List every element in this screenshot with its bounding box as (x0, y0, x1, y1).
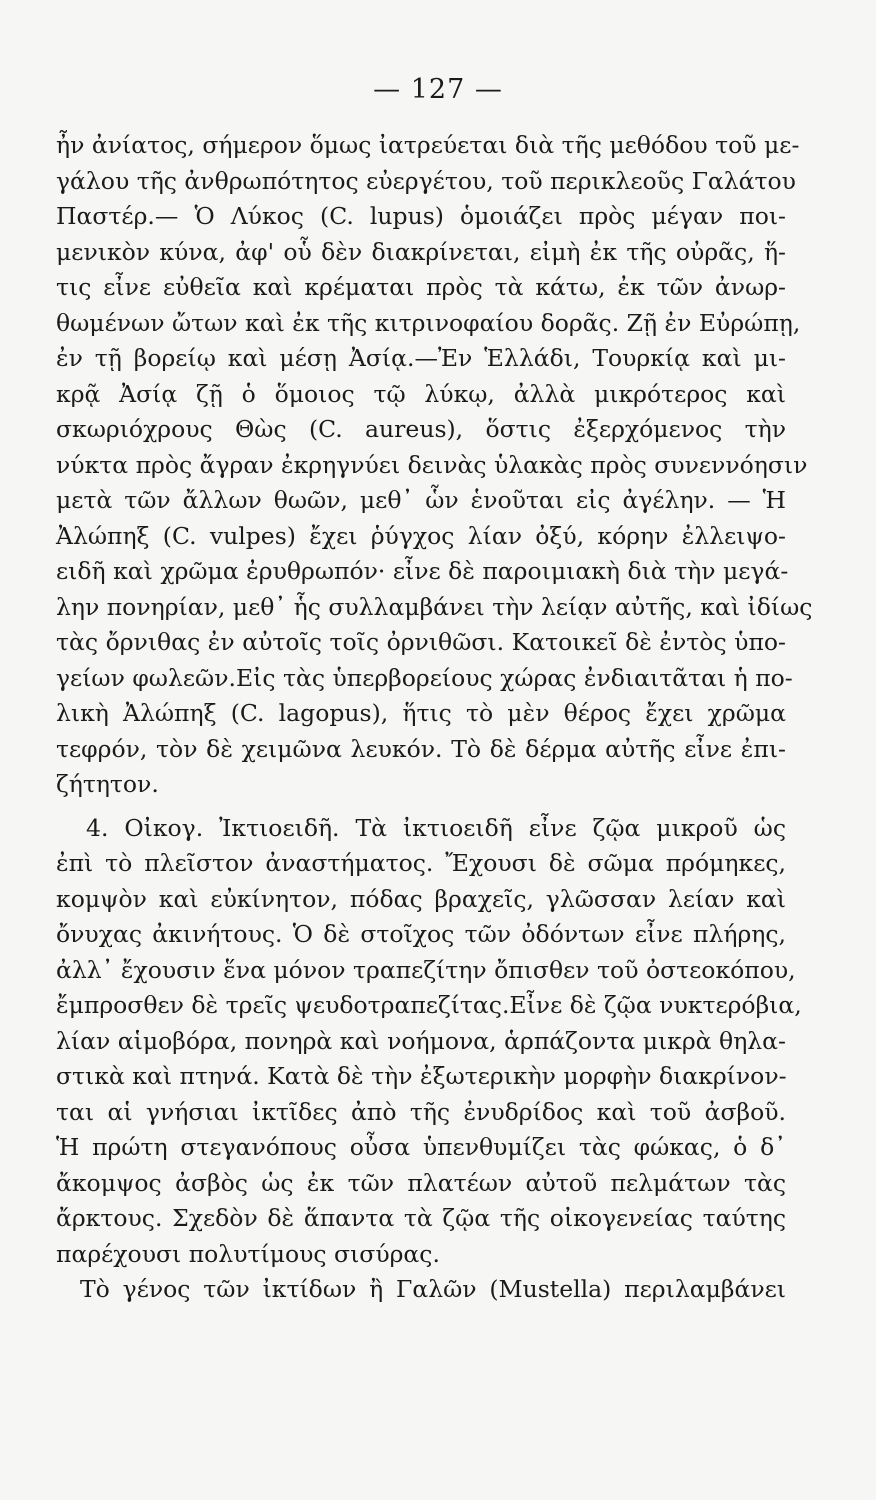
text-line: ἔμπροσθεν δὲ τρεῖς ψευδοτραπεζίτας.Εἶνε δὲ ζῷα νυκτερόβια, (56, 991, 802, 1019)
text-line: νύκτα πρὸς ἄγραν ἐκρηγνύει δεινὰς ὑλακὰς πρὸς συνεννόησιν (56, 450, 808, 479)
text-line: ειδῆ καὶ χρῶμα ἐρυθρωπόν· εἶνε δὲ παροιμιακὴ διὰ τὴν μεγά- (56, 557, 789, 585)
text-line: ὄνυχας ἀκινήτους. Ὁ δὲ στοῖχος τῶν ὀδόντων εἶνε πλήρης, (56, 920, 786, 948)
text-line: μετὰ τῶν ἄλλων θωῶν, μεθ᾽ ὧν ἑνοῦται εἰς ἀγέλην. — Ἡ (56, 486, 786, 514)
paragraph-start-line: Τὸ γένος τῶν ἰκτίδων ἢ Γαλῶν (Mustella) περιλαμβάνει (80, 1275, 786, 1303)
text-line: λην πονηρίαν, μεθ᾽ ἧς συλλαμβάνει τὴν λεία̣ν αὐτῆς, καὶ ἰδίως (56, 592, 813, 621)
text-line: ἐν τῇ βορείῳ καὶ μέσῃ Ἀσίᾳ.—Ἐν Ἑλλάδι, Τουρκίᾳ καὶ μι- (56, 344, 786, 372)
text-line: ται αἱ γνήσιαι ἰκτῖδες ἀπὸ τῆς ἐνυδρίδος καὶ τοῦ ἀσβοῦ. (56, 1097, 786, 1126)
text-line: κομψὸν καὶ εὐκίνητον, πόδας βραχεῖς, γλῶσσαν λείαν καὶ (56, 884, 786, 913)
page-number: — 127 — (373, 74, 503, 105)
text-line: σκωριόχρους Θὼς (C. aureus), ὅστις ἐξερχόμενος τὴν (56, 415, 786, 443)
text-line: τις εἶνε εὐθεῖα καὶ κρέμαται πρὸς τὰ κάτω, ἐκ τῶν ἀνωρ- (56, 273, 786, 301)
text-line: Ἀλώπηξ (C. vulpes) ἔχει ῥύγχος λίαν ὀξύ, κόρην ἐλλειψο- (56, 521, 786, 550)
text-line: μενικὸν κύνα, ἀφ' οὗ δὲν διακρίνεται, εἰμὴ ἐκ τῆς οὐρᾶς, ἥ- (56, 237, 786, 266)
text-line: κρᾷ Ἀσίᾳ ζῇ ὁ ὅμοιος τῷ λύκῳ, ἀλλὰ μικρότερος καὶ (56, 379, 786, 408)
text-line: Παστέρ.— Ὁ Λύκος (C. lupus) ὁμοιάζει πρὸς μέγαν ποι- (56, 202, 786, 230)
paragraph-end-line: παρέχουσι πολυτίμους σισύρας. (56, 1239, 440, 1268)
paragraph-end-line: ζήτητον. (56, 770, 159, 798)
text-line: θωμένων ὤτων καὶ ἐκ τῆς κιτρινοφαίου δορᾶς. Ζῇ ἐν Εὐρώπῃ, (56, 308, 801, 337)
text-line: ἀλλ᾽ ἔχουσιν ἕνα μόνον τραπεζίτην ὄπισθεν τοῦ ὀστεοκόπου, (56, 955, 796, 984)
text-line: ἐπὶ τὸ πλεῖστον ἀναστήματος. Ἔχουσι δὲ σῶμα πρόμηκες, (56, 849, 786, 877)
text-line: λίαν αἱμοβόρα, πονηρὰ καὶ νοήμονα, ἁρπάζοντα μικρὰ θηλα- (56, 1026, 786, 1055)
text-line: γείων φωλεῶν.Εἰς τὰς ὑπερβορείους χώρας ἐνδιαιτᾶται ἡ πο- (56, 663, 793, 692)
text-line: τεφρόν, τὸν δὲ χειμῶνα λευκόν. Τὸ δὲ δέρμα αὐτῆς εἶνε ἐπι- (56, 734, 786, 763)
text-line: ἦν ἀνίατος, σήμερον ὅμως ἰατρεύεται διὰ τῆς μεθόδου τοῦ με- (56, 131, 800, 159)
text-line: ἄρκτους. Σχεδὸν δὲ ἅπαντα τὰ ζῷα τῆς οἰκογενείας ταύτης (56, 1204, 786, 1232)
text-line: γάλου τῆς ἀνθρωπότητος εὐεργέτου, τοῦ περικλεοῦς Γαλάτου (56, 166, 796, 195)
text-line: ἄκομψος ἀσβὸς ὡς ἐκ τῶν πλατέων αὐτοῦ πελμάτων τὰς (56, 1168, 786, 1197)
section-heading-line: 4. Οἰκογ. Ἰκτιοειδῆ. Τὰ ἰκτιοειδῆ εἶνε ζῷα μικροῦ ὡς (86, 813, 786, 842)
text-line: Ἡ πρώτη στεγανόπους οὖσα ὑπενθυμίζει τὰς φώκας, ὁ δ᾽ (56, 1133, 786, 1161)
text-line: λικὴ Ἀλώπηξ (C. lagopus), ἥτις τὸ μὲν θέρος ἔχει χρῶμα (56, 699, 786, 727)
text-line: τὰς ὄρνιθας ἐν αὐτοῖς τοῖς ὀρνιθῶσι. Κατοικεῖ δὲ ἐντὸς ὑπο- (56, 628, 786, 656)
body-text (56, 128, 813, 1308)
text-line: στικὰ καὶ πτηνά. Κατὰ δὲ τὴν ἐξωτερικὴν μορφὴν διακρίνον- (56, 1062, 787, 1090)
paragraph-gap (56, 803, 786, 811)
